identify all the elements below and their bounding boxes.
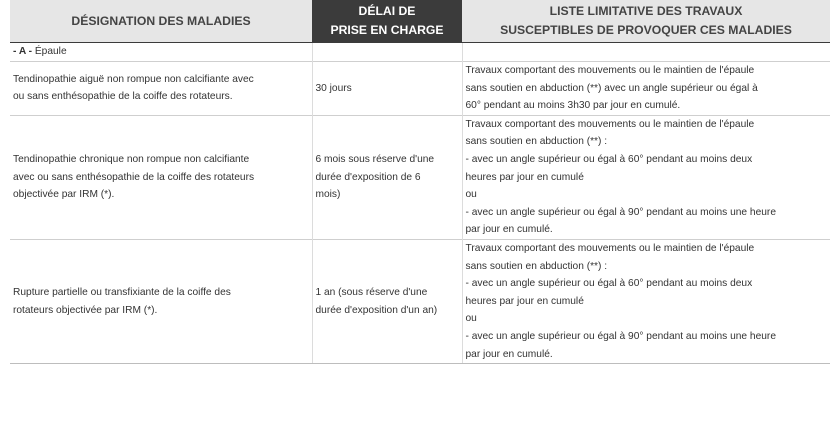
cell-travaux [462,62,830,116]
cell-travaux-line: - avec un angle supérieur ou égal à 60° pendant au moins deux [465,153,753,165]
cell-delai-line: durée d'exposition d'un an) [315,304,438,316]
cell-designation-line: rotateurs objectivée par IRM (*). [13,304,158,316]
section-name: Épaule [34,46,67,58]
header-liste [462,0,830,43]
document [10,0,830,364]
cell-travaux-line: par jour en cumulé. [465,348,553,360]
cell-delai-line: durée d'exposition de 6 [315,171,421,183]
cell-travaux-line: - avec un angle supérieur ou égal à 60° pendant au moins deux [465,278,753,290]
section-row [10,43,830,62]
cell-designation-line: Tendinopathie chronique non rompue non calcifiante [13,153,250,165]
cell-travaux-line: ou [465,189,477,201]
cell-travaux-line: 60° pendant au moins 3h30 par jour en cumulé. [465,100,681,112]
table-row [10,239,830,363]
cell-travaux-line: par jour en cumulé. [465,224,553,236]
cell-travaux [462,115,830,239]
header-liste-line2: SUSCEPTIBLES DE PROVOQUER CES MALADIES [500,23,792,37]
cell-travaux-line: Travaux comportant des mouvements ou le maintien de l'épaule [465,242,755,254]
cell-delai [312,115,462,239]
cell-designation [10,115,312,239]
cell-delai-line: 30 jours [315,82,352,94]
cell-travaux-line: heures par jour en cumulé [465,295,584,307]
table-row [10,115,830,239]
cell-delai-line: 1 an (sous réserve d'une [315,286,428,298]
section-letter: - A - [13,46,33,58]
cell-delai [312,62,462,116]
header-row [10,0,830,43]
cell-delai-line: 6 mois sous réserve d'une [315,153,435,165]
section-empty-delai [312,43,462,62]
cell-delai-line: mois) [315,189,341,201]
header-delai [312,0,462,43]
cell-designation-line: avec ou sans enthésopathie de la coiffe des rotateurs [13,171,255,183]
cell-designation-line: Rupture partielle ou transfixiante de la coiffe des [13,286,231,298]
cell-travaux-line: sans soutien en abduction (**) avec un angle supérieur ou égal à [465,82,758,94]
cell-travaux-line: sans soutien en abduction (**) : [465,260,608,272]
cell-travaux-line: heures par jour en cumulé [465,171,584,183]
header-delai-line2: PRISE EN CHARGE [330,23,444,37]
cell-travaux-line: sans soutien en abduction (**) : [465,136,608,148]
header-designation: DÉSIGNATION DES MALADIES [10,0,312,43]
cell-travaux-line: Travaux comportant des mouvements ou le maintien de l'épaule [465,118,755,130]
cell-delai [312,239,462,363]
cell-travaux-line: ou [465,313,477,325]
cell-travaux-line: - avec un angle supérieur ou égal à 90° pendant au moins une heure [465,206,776,218]
section-empty-liste [462,43,830,62]
cell-designation-line: objectivée par IRM (*). [13,189,115,201]
cell-travaux-line: - avec un angle supérieur ou égal à 90° pendant au moins une heure [465,330,776,342]
maladies-table [10,0,830,364]
cell-designation [10,239,312,363]
cell-designation [10,62,312,116]
cell-travaux [462,239,830,363]
header-delai-line1: DÉLAI DE [358,4,416,18]
cell-designation-line: Tendinopathie aiguë non rompue non calcifiante avec [13,73,254,85]
cell-designation-line: ou sans enthésopathie de la coiffe des rotateurs. [13,91,233,103]
cell-travaux-line: Travaux comportant des mouvements ou le maintien de l'épaule [465,65,755,76]
header-liste-line1: LISTE LIMITATIVE DES TRAVAUX [549,4,743,18]
table-row [10,62,830,116]
section-label [10,43,312,62]
